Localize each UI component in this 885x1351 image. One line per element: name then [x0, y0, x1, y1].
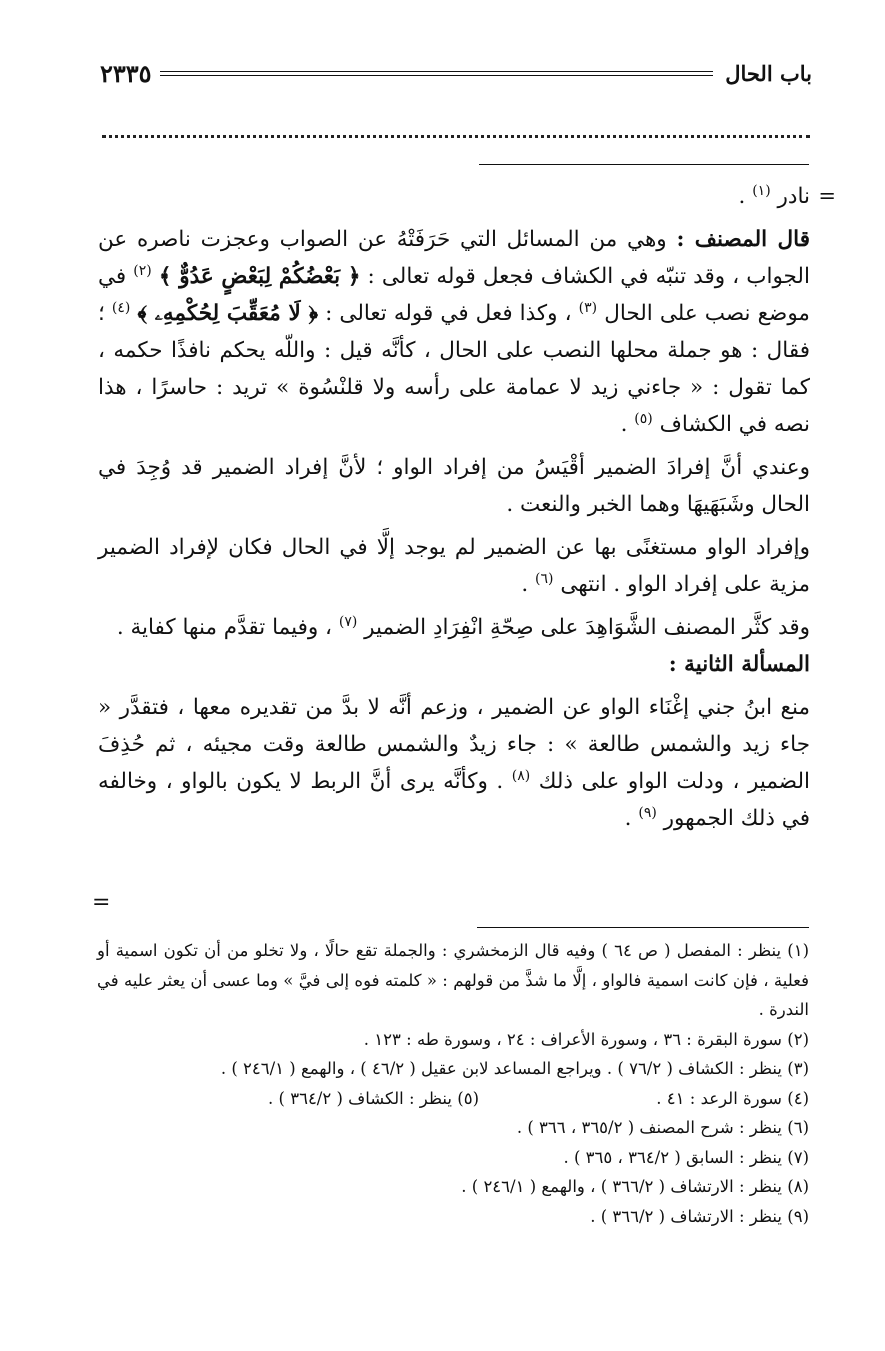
footnote-row-4-5	[97, 1084, 809, 1114]
paragraph-text: وقد كثَّر المصنف الشَّوَاهِدَ على صِحّةِ انْفِرَادِ الضمير	[364, 615, 810, 640]
period: .	[738, 184, 746, 209]
footnote-ref: (٤)	[111, 300, 131, 316]
header-rule	[160, 71, 714, 76]
paragraph-text: ؛ فقال : هو جملة محلها النصب على الحال ، كأنَّه قيل : واللّه يحكم نافذًا حكمه ، كما تقول : « جاءني زيد لا عمامة على رأسه ولا قلنْسُوة » تريد : حاسرًا ، هذا نصه في الكشاف	[98, 301, 810, 437]
footnote-ref: (٢)	[133, 263, 152, 279]
paragraph-text: ، وفيما تقدَّم منها كفاية .	[116, 615, 332, 640]
main-text	[98, 178, 836, 843]
continues-mark: =	[92, 890, 111, 915]
author-said-label: قال المصنف :	[676, 227, 810, 252]
footnote-5: (٥) ينظر : الكشاف ( ٣٦٤/٢ ) .	[268, 1088, 479, 1108]
paragraph-text: وإفراد الواو مستغنًى بها عن الضمير لم يوجد إلَّا في الحال فكان لإفراد الضمير مزية على إفراد الواو . انتهى	[98, 535, 810, 597]
quran-verse: ﴿ لَا مُعَقِّبَ لِحُكْمِهِۦ ﴾	[137, 301, 318, 326]
paragraph-4	[98, 609, 810, 646]
footnote-9: (٩) ينظر : الارتشاف ( ٣٦٦/٢ ) .	[590, 1206, 809, 1226]
footnote-ref: (٧)	[338, 614, 358, 630]
dotted-separator	[102, 118, 810, 138]
continuation-mark: =	[818, 184, 836, 208]
paragraph-text: ، وكذا فعل في قوله تعالى :	[325, 301, 572, 326]
page-number: ٢٣٣٥	[100, 58, 152, 88]
footnote-1: (١) ينظر : المفصل ( ص ٦٤ ) وفيه قال الزمخشري : والجملة تقع حالًا ، ولا تخلو من أن تكون اسمية أو فعلية ، فإن كانت اسمية فالواو ، إلَّا ما شذَّ من قولهم : « كلمته فوه إلى فيَّ » وما عسى أن يعثر عليه في الندرة .	[97, 941, 809, 1019]
page-header	[100, 56, 812, 90]
paragraph-1	[98, 221, 810, 443]
footnote-ref: (٦)	[535, 571, 554, 587]
footnote-ref: (٩)	[638, 805, 657, 821]
period: .	[521, 572, 529, 597]
continued-footnote-line	[98, 178, 836, 215]
section-title: المسألة الثانية :	[668, 652, 810, 677]
paragraph-2: وعندي أنَّ إفرادَ الضمير أقْيَسُ من إفراد الواو ؛ لأنَّ إفراد الضمير قد وُجِدَ في الحال وشَبَهَيهَا وهما الخبر والنعت .	[98, 455, 810, 517]
footnote-rule	[477, 927, 809, 928]
footnote-3: (٣) ينظر : الكشاف ( ٧٦/٢ ) . ويراجع المساعد لابن عقيل ( ٤٦/٢ ) ، والهمع ( ٢٤٦/١ ) .	[220, 1059, 809, 1078]
footnote-ref: (٣)	[578, 300, 598, 316]
paragraph-text: في موضع نصب على الحال	[98, 264, 810, 326]
running-head: باب الحال	[725, 60, 812, 86]
paragraph-5	[98, 689, 810, 837]
paragraph-text: وهي من المسائل التي حَرَفَتْهُ عن الصواب وعجزت ناصره عن الجواب ، وقد تنبّه في الكشاف فجعل قوله تعالى :	[98, 227, 810, 289]
paragraph-3	[98, 529, 810, 603]
footnotes	[97, 936, 809, 1231]
footnote-4: (٤) سورة الرعد : ٤١ .	[656, 1088, 809, 1108]
footnote-ref: (٨)	[511, 768, 531, 784]
continuation-rule	[479, 164, 809, 165]
footnote-ref: (٥)	[634, 411, 653, 427]
footnote-8: (٨) ينظر : الارتشاف ( ٣٦٦/٢ ) ، والهمع ( ٢٤٦/١ ) .	[461, 1177, 809, 1196]
footnote-2: (٢) سورة البقرة : ٣٦ ، وسورة الأعراف : ٢٤ ، وسورة طه : ١٢٣ .	[363, 1029, 809, 1049]
footnote-ref: (١)	[752, 183, 771, 199]
paragraph-text: . وكأنَّه يرى أنَّ الربط لا يكون بالواو ، وخالفه في ذلك الجمهور	[98, 769, 810, 831]
continuation-text: نادر	[777, 184, 810, 209]
quran-verse: ﴿ بَعْضُكُمْ لِبَعْضٍ عَدُوٌّ ﴾	[158, 264, 361, 289]
footnote-6: (٦) ينظر : شرح المصنف ( ٣٦٥/٢ ، ٣٦٦ ) .	[516, 1118, 809, 1137]
period: .	[624, 806, 632, 831]
footnote-7: (٧) ينظر : السابق ( ٣٦٤/٢ ، ٣٦٥ ) .	[563, 1147, 809, 1167]
period: .	[620, 412, 628, 437]
paragraph-text: منع ابنُ جني إغْنَاء الواو عن الضمير ، وزعم أنَّه لا بدَّ من تقديره معها ، فتقدَّر « جاء زيد والشمس طالعة » : جاء زيدٌ والشمس طالعة وقت مجيئه ، ثم حُذِفَ الضمير ، ودلت الواو على ذلك	[98, 695, 810, 794]
